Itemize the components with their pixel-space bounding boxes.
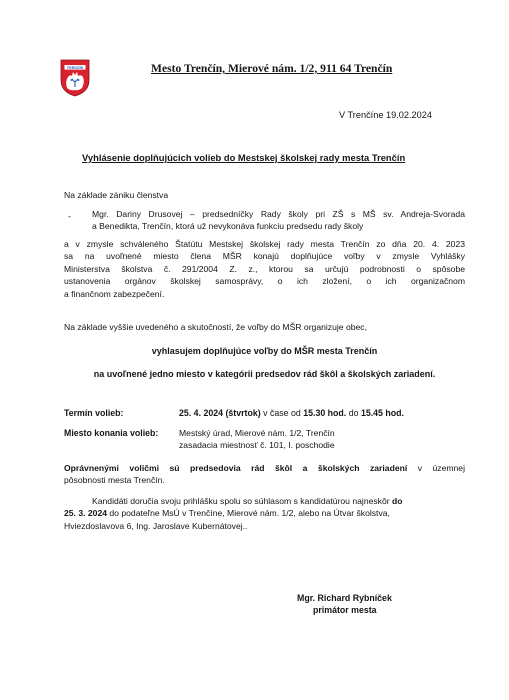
candidates-paragraph [64,495,465,532]
statute-line-4: ustanovenia orgánov školskej samosprávy, o ich zložení, o ich organizačnom [64,276,465,287]
candidates-line-2: do podateľne MsÚ v Trenčíne, Mierové nám. 1/2, alebo na Útvar školstva, [107,508,390,519]
signature-name: Mgr. Richard Rybníček [297,593,392,603]
candidates-line-3: Hviezdoslavova 6, Ing. Jaroslave Kubernátovej.. [64,520,248,531]
announce-line: vyhlasujem doplňujúce voľby do MŠR mesta Trenčín [151,346,378,356]
term-date: 25. 4. 2024 (štvrtok) [179,408,261,418]
candidates-deadline: 25. 3. 2024 [64,508,108,519]
term-time-mid: do [346,408,361,418]
term-time-to: 15.45 hod. [360,408,404,418]
term-value [179,408,404,418]
term-time-prefix: v čase od [260,408,304,418]
statute-line-1: a v zmysle schváleného Štatútu Mestskej školskej rady mesta Trenčín zo dňa 20. 4. 2023 [64,239,465,249]
statute-line-5: a finančnom zabezpečení. [64,288,165,299]
trencin-coat-of-arms [60,59,90,97]
candidates-line-1: Kandidáti doručia svoju prihlášku spolu so súhlasom s kandidatúrou najneskôr [92,496,393,506]
city-address-heading: Mesto Trenčín, Mierové nám. 1/2, 911 64 Trenčín [151,62,393,75]
crest-label: TRENČÍN [66,65,84,70]
place-label: Miesto konania volieb: [64,428,159,438]
bullet-line-1: Mgr. Dariny Drusovej – predsedníčky Rady školy pri ZŠ s MŠ sv. Andreja-Svorada [92,209,465,219]
term-time-from: 15.30 hod. [303,408,347,418]
statute-line-2: sa na uvoľnené miesto člena MŠR konajú doplňujúce voľby v zmysle Vyhlášky [64,251,465,262]
voters-rest-text: v územnej [407,463,465,473]
voters-paragraph [64,462,465,487]
position-line: na uvoľnené jedno miesto v kategórii predsedov rád škôl a školských zariadení. [93,369,436,379]
candidates-line-1-bold: do [392,496,403,506]
bullet-dash: - [68,211,71,221]
document-title: Vyhlásenie doplňujúcich volieb do Mestskej školskej rady mesta Trenčín [82,152,406,163]
intro-line: Na základe zániku členstva [64,190,169,200]
date-line: V Trenčíne 19.02.2024 [339,110,432,120]
signature-role: primátor mesta [313,605,377,615]
statute-line-3: Ministerstva školstva č. 291/2004 Z. z., ktorou sa určujú podrobnosti o spôsobe [64,263,465,274]
organizer-line: Na základe vyššie uvedeného a skutočností, že voľby do MŠR organizuje obec, [64,322,367,332]
place-line-2: zasadacia miestnosť č. 101, I. poschodie [179,440,335,450]
place-line-1: Mestský úrad, Mierové nám. 1/2, Trenčín [179,428,335,438]
term-label: Termín volieb: [64,408,124,418]
voters-bold-text: Oprávnenými voličmi sú predsedovia rád škôl a školských zariadení [64,463,408,473]
voters-line-2: pôsobnosti mesta Trenčín. [64,475,165,486]
statute-paragraph [64,238,465,300]
bullet-line-2: a Benedikta, Trenčín, ktorá už nevykonáva funkciu predsedu rady školy [92,221,364,232]
bullet-paragraph [92,208,465,233]
